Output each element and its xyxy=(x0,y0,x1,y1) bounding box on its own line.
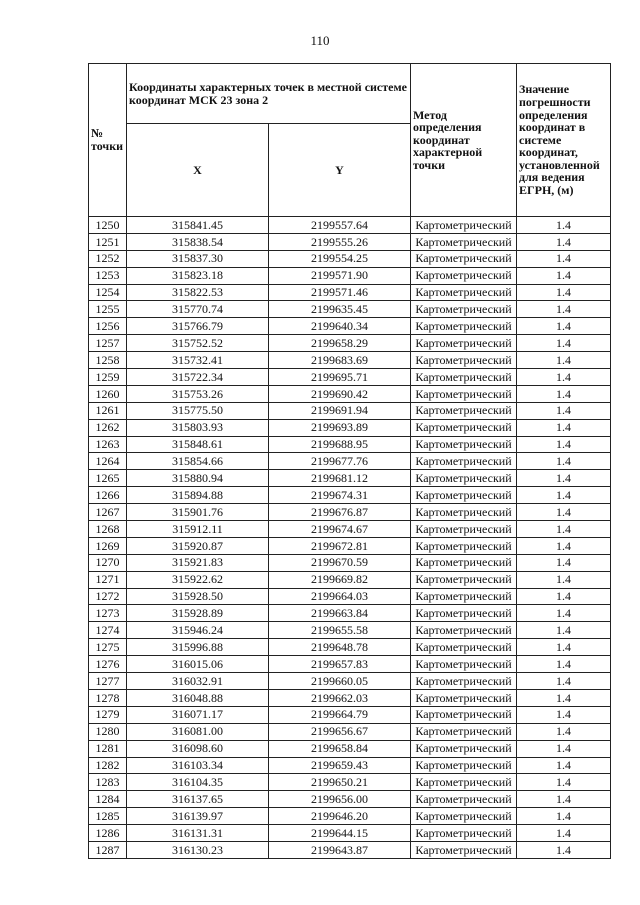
cell-point-number: 1270 xyxy=(89,554,127,571)
cell-method: Картометрический xyxy=(411,436,517,453)
cell-point-number: 1266 xyxy=(89,487,127,504)
cell-x: 315753.26 xyxy=(127,385,269,402)
table-row xyxy=(89,774,611,791)
table-row xyxy=(89,521,611,538)
cell-accuracy: 1.4 xyxy=(517,841,611,858)
cell-accuracy: 1.4 xyxy=(517,825,611,842)
cell-accuracy: 1.4 xyxy=(517,740,611,757)
cell-accuracy: 1.4 xyxy=(517,774,611,791)
cell-y: 2199656.67 xyxy=(269,723,411,740)
cell-accuracy: 1.4 xyxy=(517,470,611,487)
cell-method: Картометрический xyxy=(411,419,517,436)
table-row xyxy=(89,318,611,335)
cell-y: 2199659.43 xyxy=(269,757,411,774)
cell-accuracy: 1.4 xyxy=(517,402,611,419)
cell-point-number: 1254 xyxy=(89,284,127,301)
cell-accuracy: 1.4 xyxy=(517,301,611,318)
cell-accuracy: 1.4 xyxy=(517,419,611,436)
cell-point-number: 1269 xyxy=(89,537,127,554)
cell-method: Картометрический xyxy=(411,369,517,386)
table-row xyxy=(89,841,611,858)
cell-method: Картометрический xyxy=(411,318,517,335)
cell-y: 2199664.03 xyxy=(269,588,411,605)
cell-y: 2199681.12 xyxy=(269,470,411,487)
cell-method: Картометрический xyxy=(411,284,517,301)
cell-y: 2199658.84 xyxy=(269,740,411,757)
cell-method: Картометрический xyxy=(411,656,517,673)
table-row xyxy=(89,419,611,436)
cell-x: 316103.34 xyxy=(127,757,269,774)
cell-method: Картометрический xyxy=(411,521,517,538)
cell-accuracy: 1.4 xyxy=(517,352,611,369)
cell-accuracy: 1.4 xyxy=(517,335,611,352)
cell-x: 315803.93 xyxy=(127,419,269,436)
cell-point-number: 1275 xyxy=(89,639,127,656)
cell-point-number: 1277 xyxy=(89,673,127,690)
cell-x: 316048.88 xyxy=(127,689,269,706)
cell-point-number: 1256 xyxy=(89,318,127,335)
table-row xyxy=(89,825,611,842)
cell-method: Картометрический xyxy=(411,487,517,504)
coordinates-table xyxy=(88,63,611,859)
cell-method: Картометрический xyxy=(411,723,517,740)
cell-method: Картометрический xyxy=(411,588,517,605)
cell-method: Картометрический xyxy=(411,267,517,284)
cell-accuracy: 1.4 xyxy=(517,537,611,554)
cell-method: Картометрический xyxy=(411,673,517,690)
cell-x: 315928.89 xyxy=(127,605,269,622)
cell-point-number: 1264 xyxy=(89,453,127,470)
cell-method: Картометрический xyxy=(411,250,517,267)
cell-accuracy: 1.4 xyxy=(517,284,611,301)
cell-y: 2199554.25 xyxy=(269,250,411,267)
cell-y: 2199676.87 xyxy=(269,504,411,521)
cell-point-number: 1282 xyxy=(89,757,127,774)
table-row xyxy=(89,605,611,622)
cell-y: 2199646.20 xyxy=(269,808,411,825)
table-row xyxy=(89,740,611,757)
cell-method: Картометрический xyxy=(411,740,517,757)
cell-y: 2199644.15 xyxy=(269,825,411,842)
cell-x: 316032.91 xyxy=(127,673,269,690)
header-point-number: № точки xyxy=(89,64,127,217)
cell-point-number: 1285 xyxy=(89,808,127,825)
cell-accuracy: 1.4 xyxy=(517,588,611,605)
header-x: X xyxy=(127,124,269,217)
cell-method: Картометрический xyxy=(411,453,517,470)
cell-y: 2199660.05 xyxy=(269,673,411,690)
cell-method: Картометрический xyxy=(411,808,517,825)
cell-x: 315946.24 xyxy=(127,622,269,639)
table-row xyxy=(89,537,611,554)
cell-method: Картометрический xyxy=(411,233,517,250)
cell-method: Картометрический xyxy=(411,554,517,571)
cell-x: 315901.76 xyxy=(127,504,269,521)
cell-x: 315920.87 xyxy=(127,537,269,554)
table-row xyxy=(89,453,611,470)
cell-y: 2199695.71 xyxy=(269,369,411,386)
cell-point-number: 1267 xyxy=(89,504,127,521)
cell-y: 2199670.59 xyxy=(269,554,411,571)
cell-method: Картометрический xyxy=(411,402,517,419)
cell-x: 315837.30 xyxy=(127,250,269,267)
cell-accuracy: 1.4 xyxy=(517,689,611,706)
cell-x: 316130.23 xyxy=(127,841,269,858)
cell-method: Картометрический xyxy=(411,639,517,656)
cell-y: 2199643.87 xyxy=(269,841,411,858)
cell-point-number: 1259 xyxy=(89,369,127,386)
cell-accuracy: 1.4 xyxy=(517,706,611,723)
table-row xyxy=(89,639,611,656)
cell-x: 315722.34 xyxy=(127,369,269,386)
cell-point-number: 1272 xyxy=(89,588,127,605)
table-row xyxy=(89,436,611,453)
table-row xyxy=(89,706,611,723)
cell-point-number: 1255 xyxy=(89,301,127,318)
cell-y: 2199690.42 xyxy=(269,385,411,402)
cell-y: 2199693.89 xyxy=(269,419,411,436)
cell-y: 2199557.64 xyxy=(269,217,411,234)
cell-y: 2199571.46 xyxy=(269,284,411,301)
cell-point-number: 1261 xyxy=(89,402,127,419)
cell-method: Картометрический xyxy=(411,335,517,352)
cell-x: 315838.54 xyxy=(127,233,269,250)
cell-point-number: 1279 xyxy=(89,706,127,723)
table-row xyxy=(89,233,611,250)
cell-accuracy: 1.4 xyxy=(517,757,611,774)
cell-x: 316104.35 xyxy=(127,774,269,791)
table-row xyxy=(89,554,611,571)
cell-y: 2199635.45 xyxy=(269,301,411,318)
cell-method: Картометрический xyxy=(411,301,517,318)
cell-method: Картометрический xyxy=(411,706,517,723)
table-row xyxy=(89,622,611,639)
table-row xyxy=(89,301,611,318)
table-row xyxy=(89,250,611,267)
table-row xyxy=(89,656,611,673)
cell-y: 2199664.79 xyxy=(269,706,411,723)
cell-accuracy: 1.4 xyxy=(517,369,611,386)
cell-method: Картометрический xyxy=(411,217,517,234)
cell-x: 315766.79 xyxy=(127,318,269,335)
table-row xyxy=(89,723,611,740)
cell-y: 2199655.58 xyxy=(269,622,411,639)
cell-method: Картометрический xyxy=(411,757,517,774)
cell-x: 315921.83 xyxy=(127,554,269,571)
cell-x: 316071.17 xyxy=(127,706,269,723)
cell-accuracy: 1.4 xyxy=(517,605,611,622)
table-row xyxy=(89,267,611,284)
table-row xyxy=(89,335,611,352)
cell-accuracy: 1.4 xyxy=(517,267,611,284)
cell-x: 315928.50 xyxy=(127,588,269,605)
cell-x: 315848.61 xyxy=(127,436,269,453)
cell-point-number: 1273 xyxy=(89,605,127,622)
table-row xyxy=(89,284,611,301)
cell-x: 316131.31 xyxy=(127,825,269,842)
cell-point-number: 1287 xyxy=(89,841,127,858)
cell-x: 316081.00 xyxy=(127,723,269,740)
cell-accuracy: 1.4 xyxy=(517,487,611,504)
table-row xyxy=(89,369,611,386)
cell-y: 2199677.76 xyxy=(269,453,411,470)
cell-y: 2199648.78 xyxy=(269,639,411,656)
cell-point-number: 1268 xyxy=(89,521,127,538)
cell-point-number: 1276 xyxy=(89,656,127,673)
cell-y: 2199555.26 xyxy=(269,233,411,250)
cell-x: 315922.62 xyxy=(127,571,269,588)
cell-accuracy: 1.4 xyxy=(517,385,611,402)
cell-method: Картометрический xyxy=(411,689,517,706)
header-accuracy: Значение погрешности определения координат в системе координат, установленной для ведения ЕГРН, (м) xyxy=(517,64,611,217)
table-row xyxy=(89,757,611,774)
table-body xyxy=(89,217,611,859)
cell-point-number: 1263 xyxy=(89,436,127,453)
table-row xyxy=(89,487,611,504)
cell-point-number: 1286 xyxy=(89,825,127,842)
cell-x: 315880.94 xyxy=(127,470,269,487)
cell-y: 2199663.84 xyxy=(269,605,411,622)
table-row xyxy=(89,808,611,825)
cell-x: 315732.41 xyxy=(127,352,269,369)
table-row xyxy=(89,352,611,369)
cell-method: Картометрический xyxy=(411,605,517,622)
cell-x: 315822.53 xyxy=(127,284,269,301)
cell-accuracy: 1.4 xyxy=(517,453,611,470)
cell-x: 315823.18 xyxy=(127,267,269,284)
cell-accuracy: 1.4 xyxy=(517,808,611,825)
cell-method: Картометрический xyxy=(411,791,517,808)
cell-point-number: 1271 xyxy=(89,571,127,588)
cell-y: 2199640.34 xyxy=(269,318,411,335)
cell-point-number: 1262 xyxy=(89,419,127,436)
cell-y: 2199657.83 xyxy=(269,656,411,673)
cell-x: 316015.06 xyxy=(127,656,269,673)
cell-y: 2199683.69 xyxy=(269,352,411,369)
cell-accuracy: 1.4 xyxy=(517,436,611,453)
cell-y: 2199674.31 xyxy=(269,487,411,504)
cell-accuracy: 1.4 xyxy=(517,554,611,571)
cell-y: 2199691.94 xyxy=(269,402,411,419)
cell-point-number: 1280 xyxy=(89,723,127,740)
cell-point-number: 1252 xyxy=(89,250,127,267)
cell-y: 2199658.29 xyxy=(269,335,411,352)
cell-accuracy: 1.4 xyxy=(517,656,611,673)
cell-y: 2199571.90 xyxy=(269,267,411,284)
header-method: Метод определения координат характерной точки xyxy=(411,64,517,217)
cell-point-number: 1257 xyxy=(89,335,127,352)
table-row xyxy=(89,689,611,706)
table-row xyxy=(89,588,611,605)
table-row xyxy=(89,385,611,402)
cell-y: 2199688.95 xyxy=(269,436,411,453)
header-coordinates-group: Координаты характерных точек в местной системе координат МСК 23 зона 2 xyxy=(127,64,411,124)
cell-point-number: 1258 xyxy=(89,352,127,369)
cell-method: Картометрический xyxy=(411,841,517,858)
cell-accuracy: 1.4 xyxy=(517,571,611,588)
cell-point-number: 1265 xyxy=(89,470,127,487)
table-row xyxy=(89,673,611,690)
cell-accuracy: 1.4 xyxy=(517,639,611,656)
cell-x: 316098.60 xyxy=(127,740,269,757)
cell-method: Картометрический xyxy=(411,470,517,487)
cell-point-number: 1274 xyxy=(89,622,127,639)
cell-y: 2199656.00 xyxy=(269,791,411,808)
table-row xyxy=(89,504,611,521)
cell-accuracy: 1.4 xyxy=(517,521,611,538)
cell-y: 2199662.03 xyxy=(269,689,411,706)
cell-method: Картометрический xyxy=(411,352,517,369)
cell-x: 315770.74 xyxy=(127,301,269,318)
page-number: 110 xyxy=(310,33,330,48)
cell-x: 315752.52 xyxy=(127,335,269,352)
cell-point-number: 1250 xyxy=(89,217,127,234)
cell-method: Картометрический xyxy=(411,537,517,554)
cell-x: 315775.50 xyxy=(127,402,269,419)
table-row xyxy=(89,571,611,588)
cell-point-number: 1251 xyxy=(89,233,127,250)
cell-method: Картометрический xyxy=(411,774,517,791)
cell-accuracy: 1.4 xyxy=(517,217,611,234)
cell-point-number: 1260 xyxy=(89,385,127,402)
cell-y: 2199674.67 xyxy=(269,521,411,538)
cell-x: 316137.65 xyxy=(127,791,269,808)
table-row xyxy=(89,791,611,808)
cell-accuracy: 1.4 xyxy=(517,250,611,267)
header-y: Y xyxy=(269,124,411,217)
cell-accuracy: 1.4 xyxy=(517,791,611,808)
cell-accuracy: 1.4 xyxy=(517,318,611,335)
cell-method: Картометрический xyxy=(411,571,517,588)
cell-accuracy: 1.4 xyxy=(517,504,611,521)
cell-accuracy: 1.4 xyxy=(517,622,611,639)
table-row xyxy=(89,217,611,234)
cell-method: Картометрический xyxy=(411,825,517,842)
table-row xyxy=(89,402,611,419)
cell-point-number: 1281 xyxy=(89,740,127,757)
cell-x: 315912.11 xyxy=(127,521,269,538)
cell-method: Картометрический xyxy=(411,504,517,521)
cell-point-number: 1284 xyxy=(89,791,127,808)
cell-y: 2199672.81 xyxy=(269,537,411,554)
cell-point-number: 1253 xyxy=(89,267,127,284)
cell-accuracy: 1.4 xyxy=(517,673,611,690)
cell-accuracy: 1.4 xyxy=(517,723,611,740)
cell-x: 316139.97 xyxy=(127,808,269,825)
cell-point-number: 1283 xyxy=(89,774,127,791)
cell-accuracy: 1.4 xyxy=(517,233,611,250)
table-row xyxy=(89,470,611,487)
cell-point-number: 1278 xyxy=(89,689,127,706)
cell-x: 315996.88 xyxy=(127,639,269,656)
cell-method: Картометрический xyxy=(411,385,517,402)
cell-x: 315841.45 xyxy=(127,217,269,234)
cell-y: 2199669.82 xyxy=(269,571,411,588)
cell-y: 2199650.21 xyxy=(269,774,411,791)
cell-x: 315894.88 xyxy=(127,487,269,504)
cell-x: 315854.66 xyxy=(127,453,269,470)
cell-method: Картометрический xyxy=(411,622,517,639)
